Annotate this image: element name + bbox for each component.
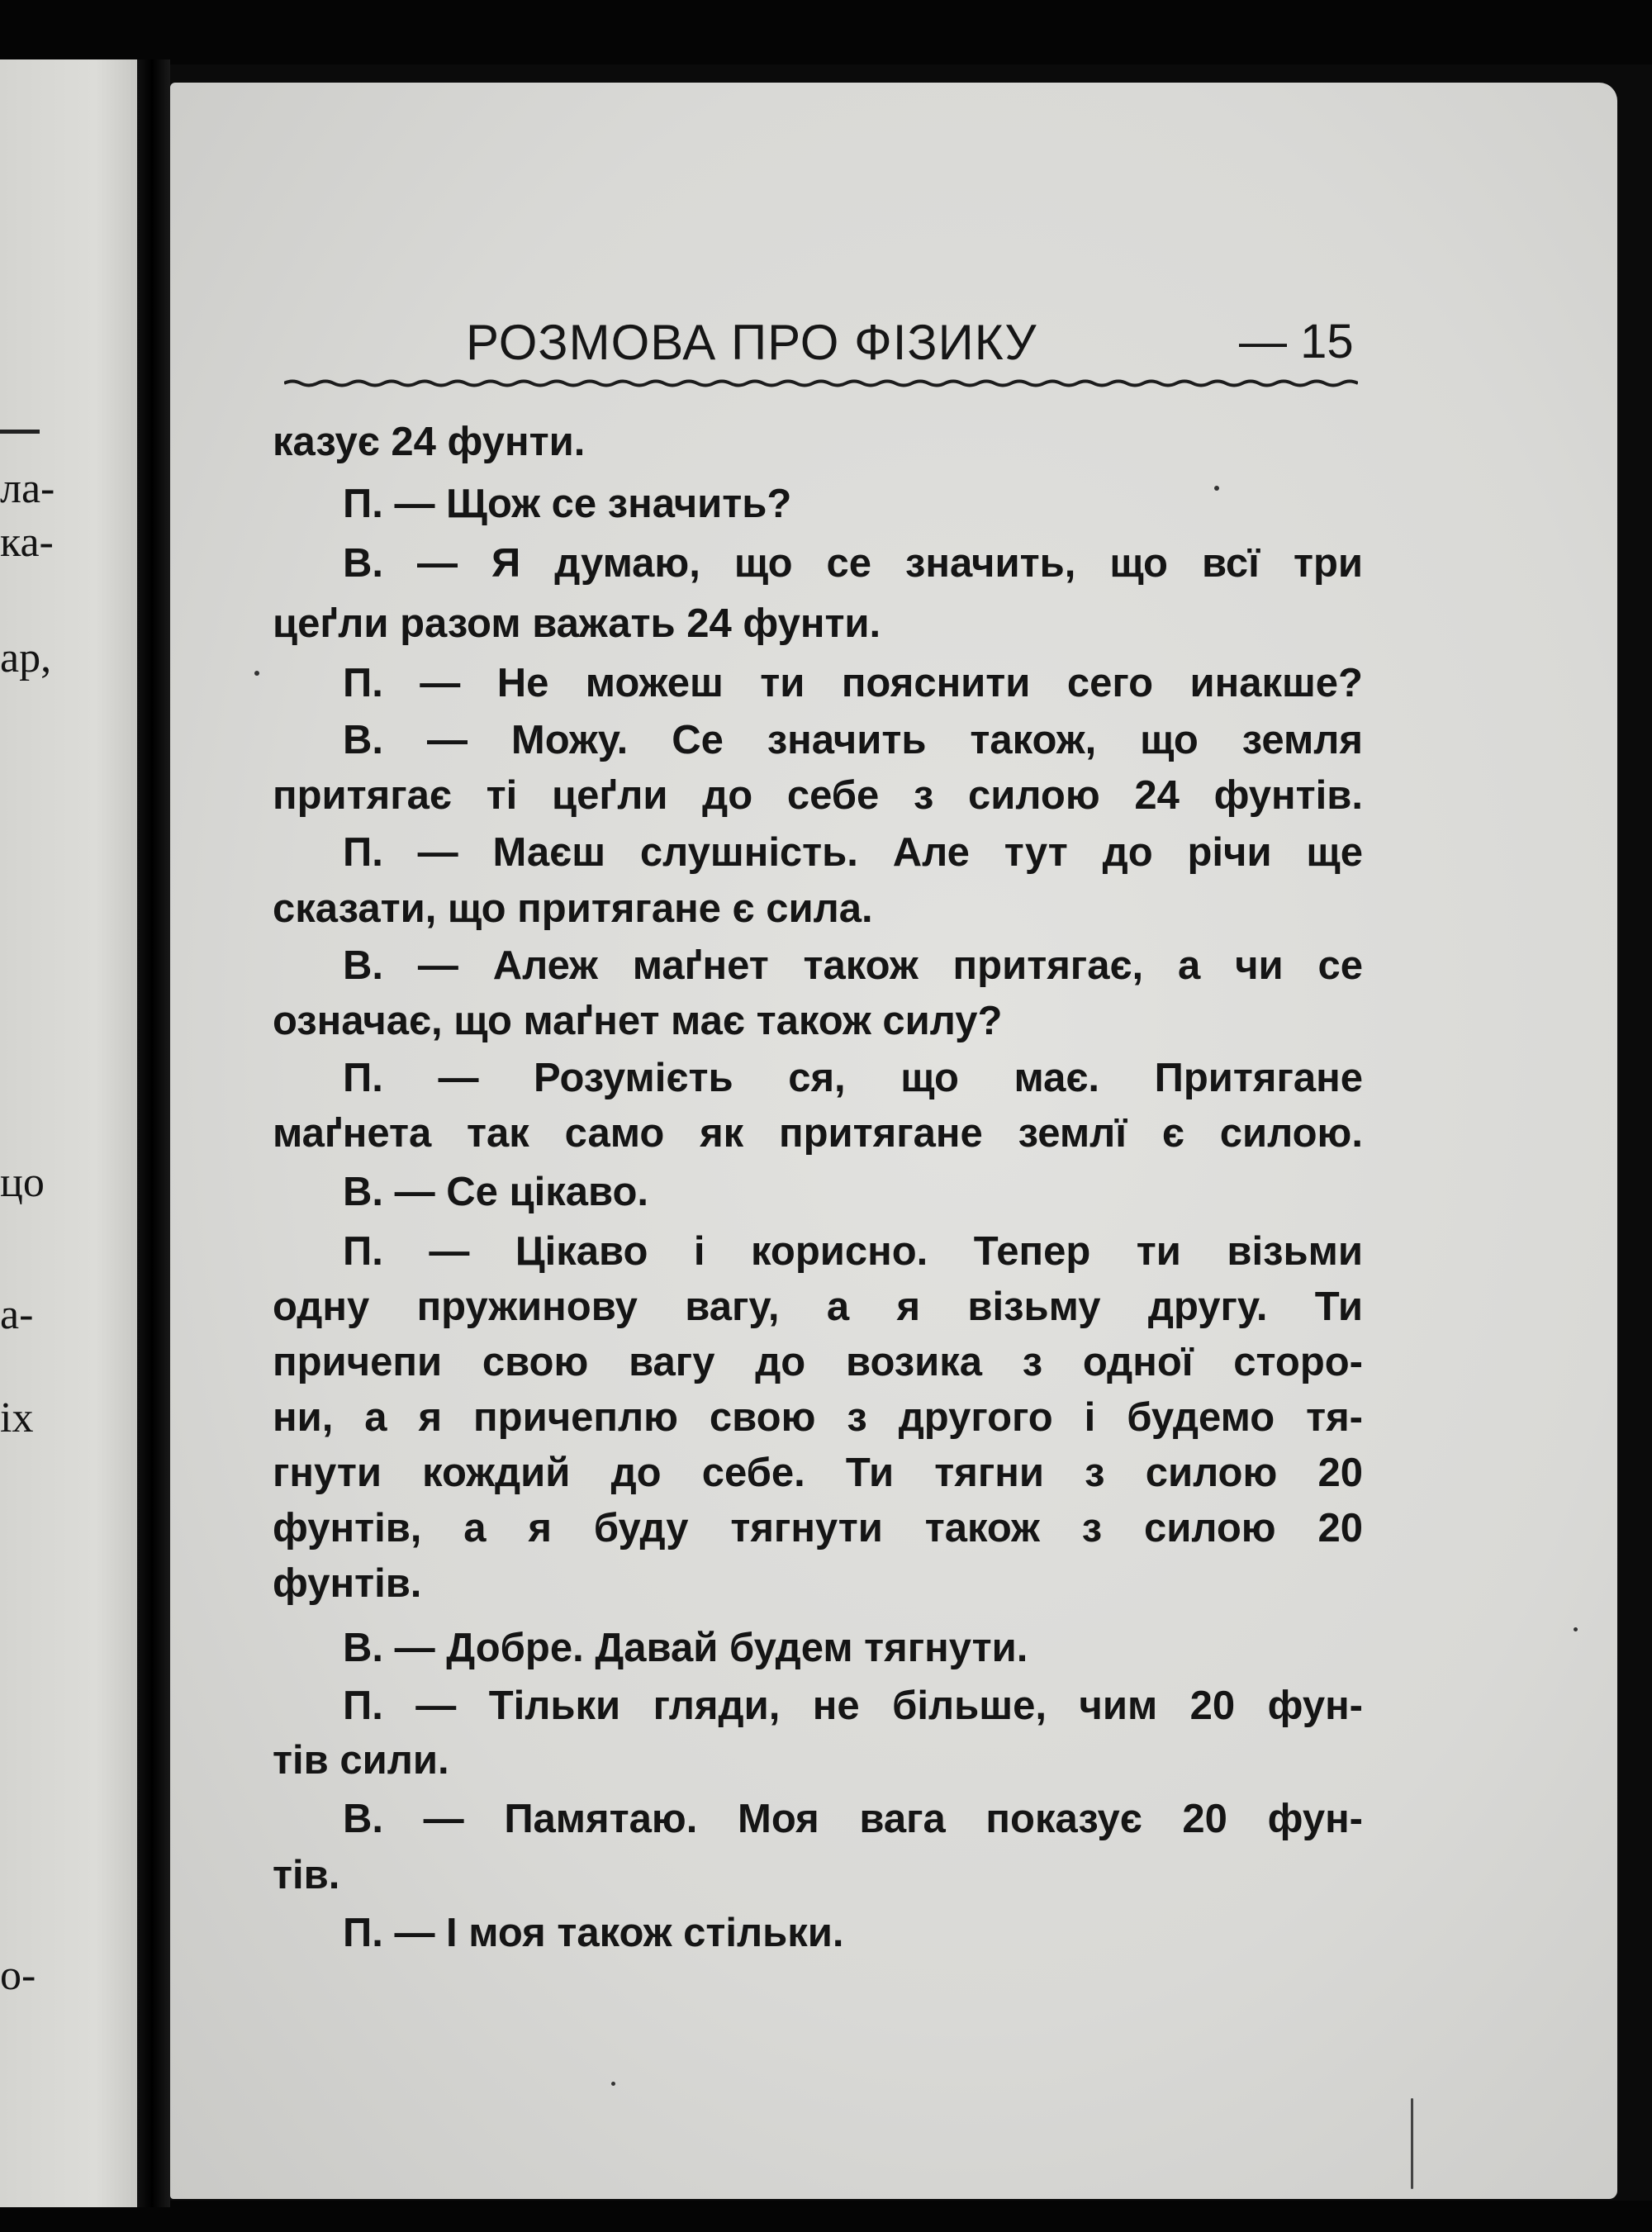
scan-speck [611, 2082, 615, 2086]
text-line: одну пружинову вагу, а я візьму другу. Ти [273, 1285, 1363, 1329]
running-head-title: РОЗМОВА ПРО ФІЗИКУ [466, 315, 1037, 370]
text-line: сказати, що притягане є сила. [273, 886, 873, 931]
previous-page-fragment: ар, [0, 634, 52, 681]
scan-scratch [1411, 2098, 1413, 2189]
text-line: П. — Цікаво і корисно. Тепер ти візьми [343, 1229, 1363, 1274]
previous-page-fragment: іх [0, 1394, 34, 1441]
text-line: означає, що маґнет має також силу? [273, 999, 1003, 1043]
text-line: В. — Можу. Се значить також, що земля [343, 718, 1363, 762]
page-number: — 15 [1239, 315, 1354, 368]
text-line: причепи свою вагу до возика з одної сторо- [273, 1340, 1363, 1384]
scan-speck [254, 671, 259, 676]
text-line: притягає ті цеґли до себе з силою 24 фунтів. [273, 773, 1363, 818]
text-line: ни, а я причеплю свою з другого і будемо тя- [273, 1395, 1363, 1440]
previous-page-fragment: а- [0, 1291, 34, 1338]
text-line: цеґли разом важать 24 фунти. [273, 601, 881, 646]
previous-page-fragment: ка- [0, 519, 54, 566]
previous-page-fragment: ла- [0, 465, 55, 512]
text-line: П. — Щож се значить? [343, 482, 792, 526]
scan-bottom-border [0, 2201, 1652, 2232]
book-gutter [137, 59, 170, 2207]
scan-speck [1574, 1627, 1578, 1631]
text-line: П. — Не можеш ти пояснити сего инакше? [343, 661, 1363, 705]
text-line: П. — Маєш слушність. Але тут до річи ще [343, 830, 1363, 875]
text-line: маґнета так само як притягане землї є силою. [273, 1111, 1363, 1156]
text-line: тів. [273, 1853, 340, 1897]
text-line: гнути кождий до себе. Ти тягни з силою 20 [273, 1451, 1363, 1495]
text-line: тів сили. [273, 1738, 449, 1783]
text-line: фунтів. [273, 1561, 422, 1606]
previous-page-fragment: о- [0, 1952, 36, 1999]
text-line: В. — Алеж маґнет також притягає, а чи се [343, 943, 1363, 988]
text-line: В. — Се цікаво. [343, 1170, 649, 1214]
text-line: П. — Розумієть ся, що має. Притягане [343, 1056, 1363, 1100]
scan-speck [1214, 486, 1219, 491]
text-line: казує 24 фунти. [273, 420, 586, 464]
text-line: П. — І моя також стільки. [343, 1911, 844, 1955]
scan-top-border [0, 0, 1652, 64]
text-line: фунтів, а я буду тягнути також з силою 20 [273, 1506, 1363, 1551]
header-wavy-rule [284, 378, 1358, 388]
previous-page-fragment: цо [0, 1159, 45, 1206]
previous-page-rule [0, 430, 40, 434]
text-line: В. — Памятаю. Моя вага показує 20 фун- [343, 1797, 1363, 1841]
text-line: В. — Я думаю, що се значить, що всї три [343, 541, 1363, 586]
text-line: В. — Добре. Давай будем тягнути. [343, 1626, 1028, 1670]
previous-page-edge [0, 59, 137, 2207]
text-line: П. — Тільки гляди, не більше, чим 20 фун- [343, 1683, 1363, 1728]
